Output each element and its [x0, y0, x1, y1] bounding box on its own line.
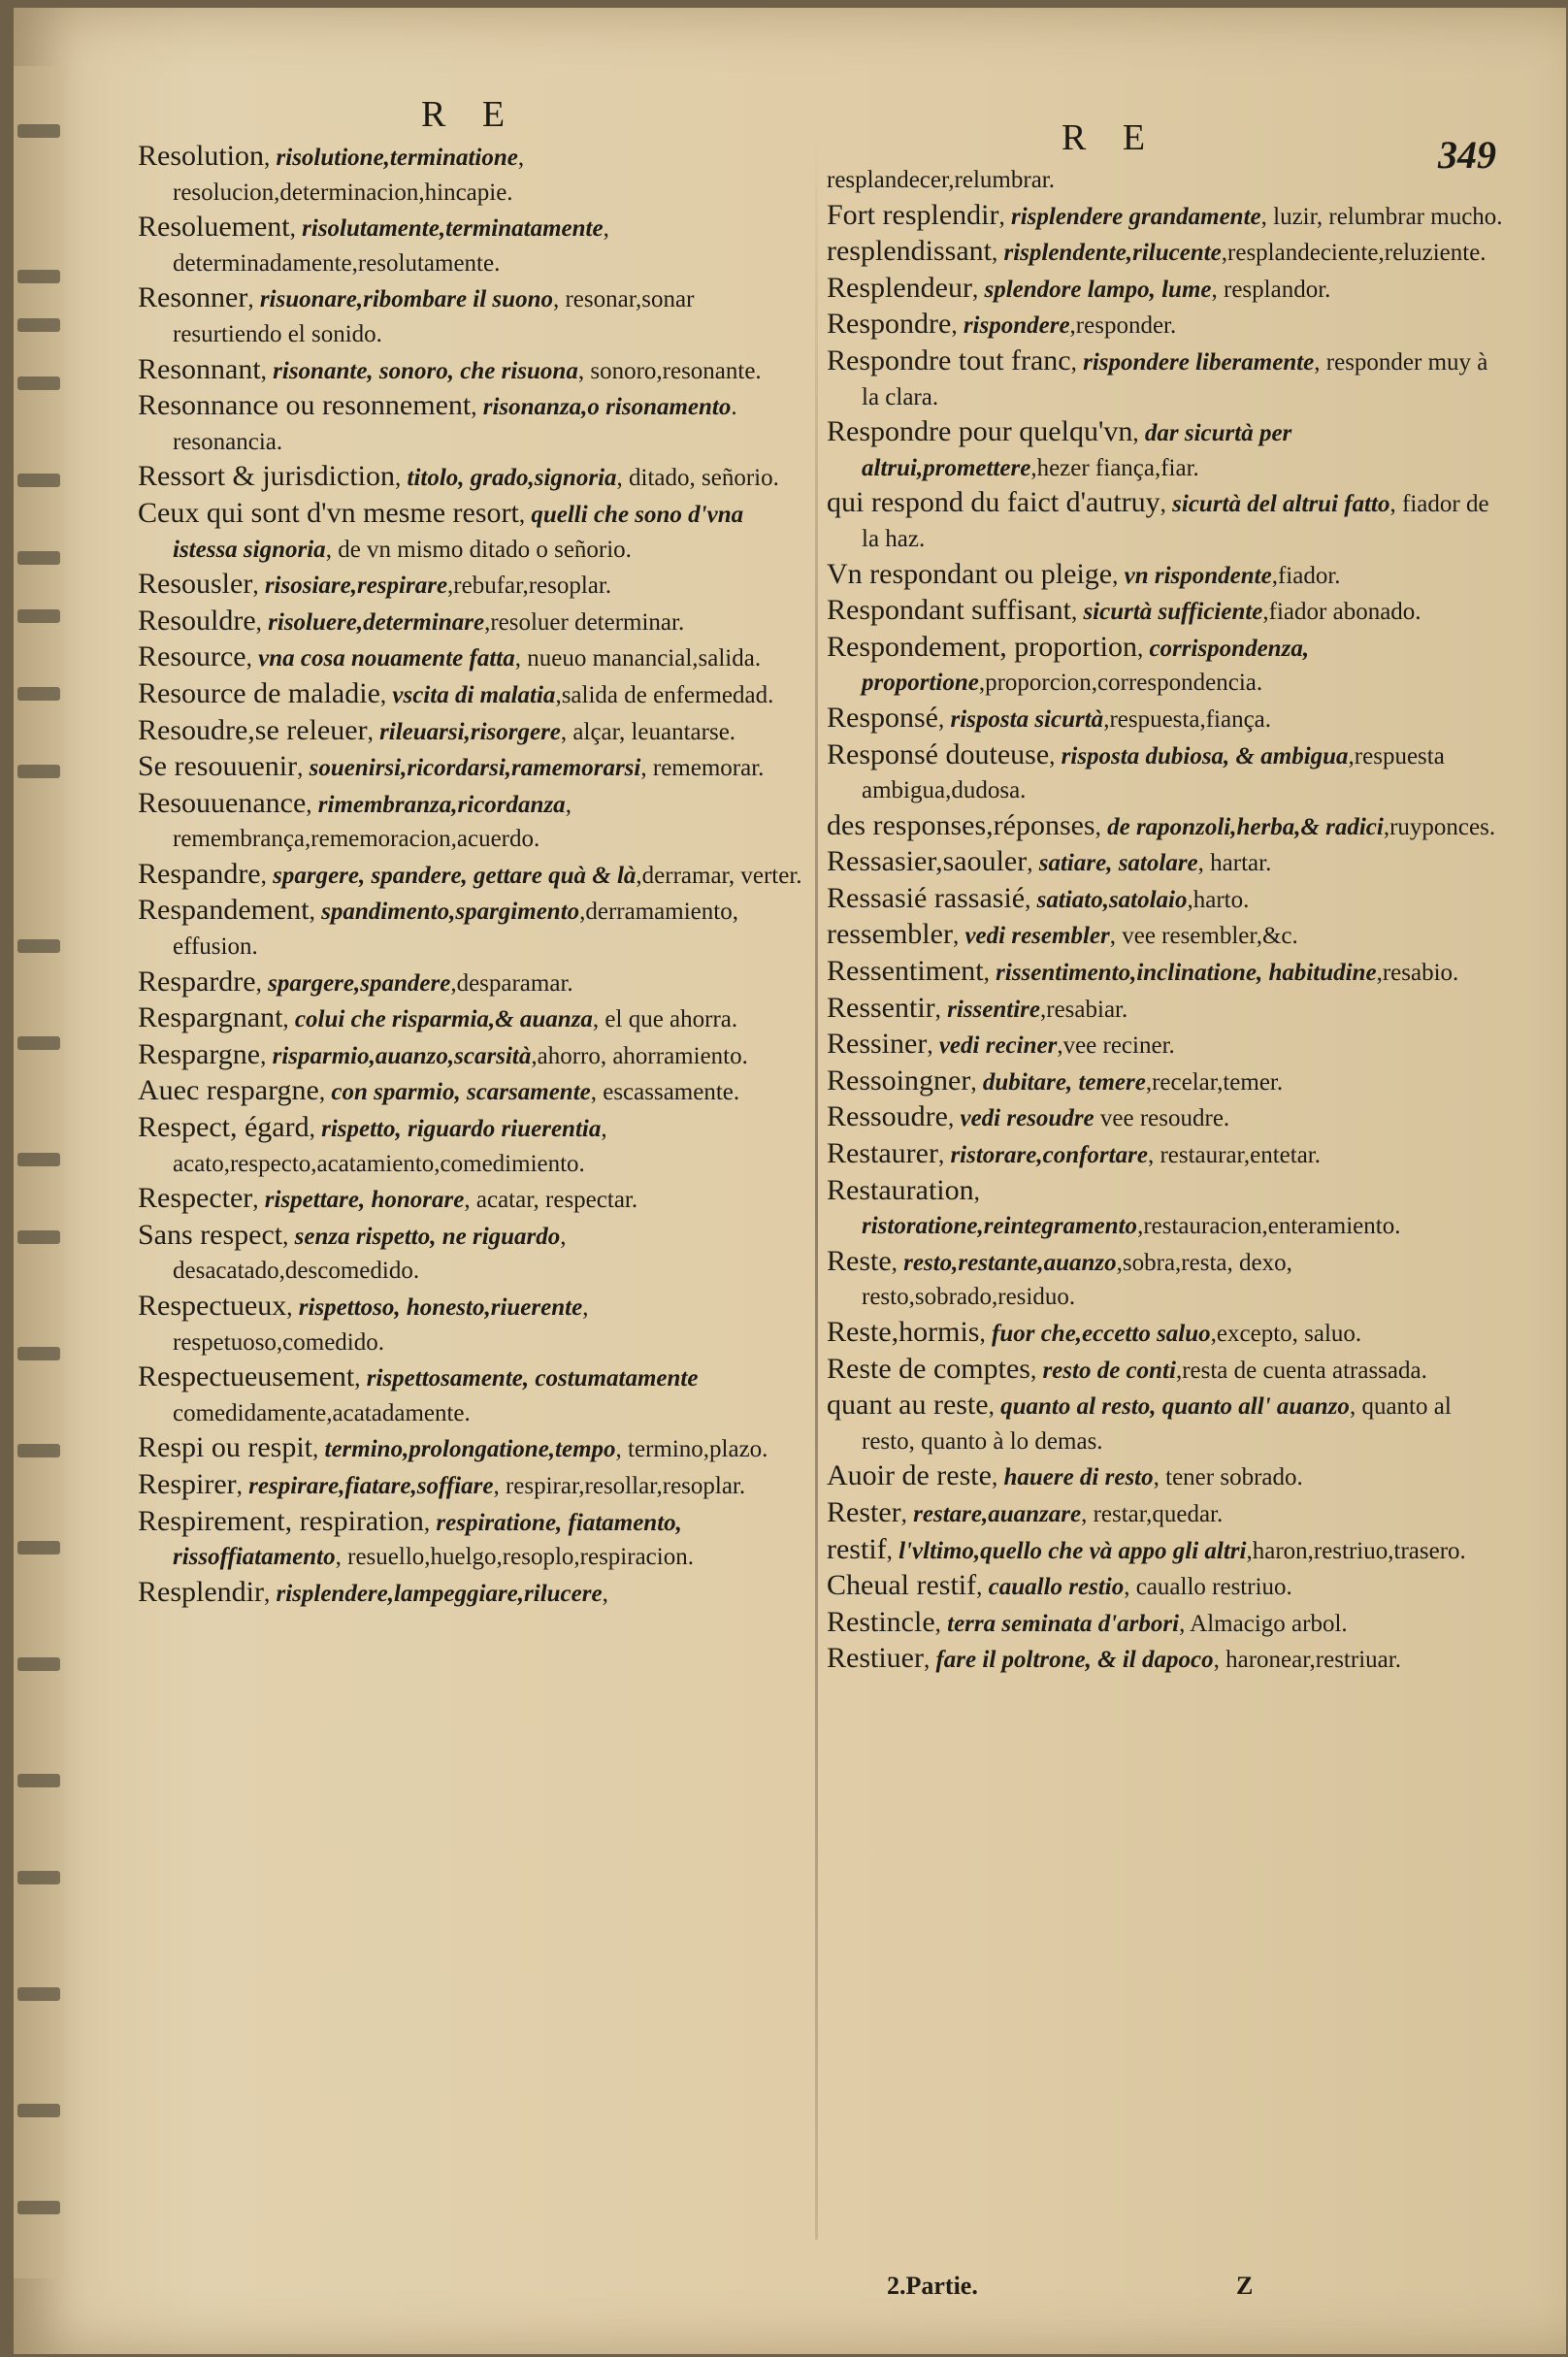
dictionary-entry: ressembler, vedi resembler, vee resembler,&c. — [827, 918, 1298, 951]
entry-headword: Respondement, proportion — [827, 630, 1137, 663]
entry-headword: Resouldre — [138, 604, 256, 637]
entry-headword: Respect, égard — [138, 1111, 310, 1144]
dictionary-entry: Restaurer, ristorare,confortare, restaurar,entetar. — [827, 1137, 1322, 1170]
entry-spanish: , restar,quedar. — [1081, 1500, 1224, 1527]
entry-spanish: ,respuesta ambigua,dudosa. — [862, 742, 1445, 804]
entry-italian: senza rispetto, ne riguardo — [294, 1223, 561, 1250]
dictionary-entry: Resoluement, risolutamente,terminatamente, determinadamente,resolutamente. — [138, 211, 609, 277]
entry-spanish: , hartar. — [1197, 850, 1272, 877]
dictionary-entry: Resouuenance, rimembranza,ricordanza, remembrança,rememoracion,acuerdo. — [138, 786, 572, 853]
dictionary-entry: Respondre tout franc, rispondere liberamente, responder muy à la clara. — [827, 344, 1488, 410]
entry-spanish: , resolucion,determinacion,hincapie. — [173, 145, 525, 206]
dictionary-entry: Respondement, proportion, corrispondenza, proportione,proporcion,correspondencia. — [827, 630, 1310, 697]
entry-spanish: resplandecer,relumbrar. — [827, 167, 1055, 193]
entry-italian: dar sicurtà per altrui,promettere — [862, 420, 1292, 481]
dictionary-entry: Responsé douteuse, risposta dubiosa, & ambigua,respuesta ambigua,dudosa. — [827, 737, 1445, 804]
entry-headword: Resonnance ou resonnement — [138, 389, 472, 422]
dictionary-entry: Resousler, risosiare,respirare,rebufar,resoplar. — [138, 568, 612, 601]
entry-headword: Respi ou respit — [138, 1431, 312, 1464]
entry-headword: Respondant suffisant — [827, 594, 1071, 627]
entry-headword: Restincle — [827, 1605, 935, 1638]
dictionary-entry: Respardre, spargere,spandere,desparamar. — [138, 965, 573, 998]
entry-headword: Ceux qui sont d'vn mesme resort — [138, 496, 519, 529]
entry-headword: restif — [827, 1532, 887, 1565]
entry-italian: risplendente,rilucente — [1003, 240, 1222, 267]
entry-italian: titolo, grado,signoria — [407, 465, 617, 492]
entry-headword: Ressentiment — [827, 955, 984, 988]
entry-italian: vna cosa nouamente fatta — [258, 645, 515, 672]
entry-italian: risonante, sonoro, che risuona — [273, 357, 578, 384]
dictionary-entry: Restiuer, fare il poltrone, & il dapoco, haronear,restriuar. — [827, 1642, 1401, 1675]
dictionary-entry: Resplendeur, splendore lampo, lume, resplandor. — [827, 271, 1331, 304]
entry-spanish: vee resoudre. — [1094, 1105, 1230, 1132]
entry-headword: Resplendeur — [827, 271, 972, 304]
entry-italian: rispettare, honorare — [264, 1187, 465, 1214]
dictionary-entry: Resource, vna cosa nouamente fatta, nueuo manancial,salida. — [138, 640, 762, 673]
entry-spanish: , luzir, relumbrar mucho. — [1260, 203, 1503, 230]
entry-headword: Resource — [138, 640, 246, 673]
dictionary-entry: Ressasier,saouler, satiare, satolare, hartar. — [827, 845, 1272, 878]
entry-italian: souenirsi,ricordarsi,ramemorarsi — [309, 755, 641, 782]
entry-italian: risparmio,auanzo,scarsità — [272, 1042, 532, 1069]
entry-spanish: , restaurar,entetar. — [1147, 1142, 1322, 1169]
entry-headword: Respectueusement — [138, 1360, 355, 1393]
entry-italian: risonanza,o risonamento — [482, 394, 732, 421]
dictionary-entry: Se resouuenir, souenirsi,ricordarsi,ramemorarsi, rememorar. — [138, 750, 765, 783]
dictionary-entry: Respectueux, rispettoso, honesto,riuerente, respetuoso,comedido. — [138, 1290, 589, 1356]
entry-spanish: , sonoro,resonante. — [577, 357, 762, 384]
dictionary-entry: Rester, restare,auanzare, restar,quedar. — [827, 1495, 1224, 1528]
entry-italian: rissentire — [947, 996, 1041, 1023]
left-running-head: R E — [421, 94, 519, 135]
entry-italian: dubitare, temere — [982, 1068, 1146, 1096]
entry-headword: Respectueux — [138, 1290, 287, 1322]
entry-italian: rispettosamente, costumatamente — [366, 1365, 699, 1392]
entry-spanish: ,rebufar,resoplar. — [447, 573, 612, 600]
entry-headword: Resonner — [138, 281, 248, 314]
dictionary-entry: Respargne, risparmio,auanzo,scarsità,ahorro, ahorramiento. — [138, 1037, 748, 1070]
entry-headword: Fort resplendir — [827, 198, 999, 231]
entry-headword: Resource de maladie — [138, 676, 380, 709]
dictionary-entry: des responses,réponses, de raponzoli,herba,& radici,ruyponces. — [827, 808, 1496, 841]
entry-headword: Respondre tout franc — [827, 344, 1071, 376]
right-running-head: R E — [1062, 117, 1160, 158]
dictionary-entry: Auoir de reste, hauere di resto, tener sobrado. — [827, 1459, 1303, 1492]
entry-italian: spandimento,spargimento — [321, 899, 580, 926]
entry-spanish: , alçar, leuantarse. — [560, 718, 736, 745]
dictionary-entry: Ressentiment, rissentimento,inclinatione, habitudine,resabio. — [827, 955, 1459, 988]
entry-headword: Auec respargne — [138, 1074, 319, 1107]
entry-italian: rispondere — [963, 312, 1070, 340]
entry-spanish: ,sobra,resta, dexo, resto,sobrado,residuo. — [862, 1249, 1292, 1311]
adjacent-page-edge — [14, 66, 64, 2278]
entry-spanish: , escassamente. — [590, 1079, 740, 1106]
dictionary-entry: Resonner, risuonare,ribombare il suono, resonar,sonar resurtiendo el sonido. — [138, 281, 695, 347]
dictionary-entry: Vn respondant ou pleige, vn rispondente,fiador. — [827, 557, 1341, 590]
entry-italian: con sparmio, scarsamente — [331, 1079, 591, 1106]
entry-headword: Reste de comptes — [827, 1352, 1030, 1385]
entry-spanish: ,vee reciner. — [1057, 1032, 1175, 1060]
entry-italian: splendore lampo, lume — [984, 276, 1212, 303]
entry-headword: qui respond du faict d'autruy — [827, 486, 1160, 519]
entry-spanish: , acato,respecto,acatamiento,comedimiento. — [173, 1116, 607, 1177]
dictionary-entry: Ressiner, vedi reciner,vee reciner. — [827, 1028, 1175, 1061]
entry-spanish: , responder muy à la clara. — [862, 348, 1488, 410]
dictionary-entry: Resplendir, risplendere,lampeggiare,rilucere, — [138, 1575, 608, 1608]
entry-headword: Resonnant — [138, 352, 261, 385]
entry-italian: rimembranza,ricordanza — [317, 791, 566, 818]
dictionary-entry: Respandement, spandimento,spargimento,derramamiento, effusion. — [138, 894, 738, 961]
dictionary-entry: Resolution, risolutione,terminatione, resolucion,determinacion,hincapie. — [138, 140, 525, 206]
dictionary-entry: Ressoingner, dubitare, temere,recelar,temer. — [827, 1064, 1284, 1097]
entry-italian: restare,auanzare — [913, 1500, 1082, 1527]
entry-spanish: , termino,plazo. — [615, 1436, 768, 1463]
entry-italian: risoluere,determinare — [268, 608, 485, 636]
entry-spanish: , fiador de la haz. — [862, 491, 1489, 552]
column-rule — [815, 134, 818, 2240]
dictionary-entry: Cheual restif, cauallo restio, cauallo restriuo. — [827, 1569, 1292, 1602]
entry-spanish: , rememorar. — [640, 755, 765, 782]
entry-spanish: , respetuoso,comedido. — [173, 1294, 589, 1356]
entry-italian: resto de conti — [1042, 1357, 1176, 1384]
entry-headword: Ressort & jurisdiction — [138, 460, 395, 493]
entry-italian: risolutione,terminatione — [276, 145, 518, 171]
entry-headword: Resouuenance — [138, 786, 307, 819]
entry-italian: risposta sicurtà — [950, 705, 1104, 733]
dictionary-entry: Resouldre, risoluere,determinare,resoluer determinar. — [138, 604, 685, 637]
entry-spanish: ,resabio. — [1376, 960, 1459, 987]
entry-italian: fare il poltrone, & il dapoco — [935, 1647, 1214, 1674]
dictionary-entry: Respondre, rispondere,responder. — [827, 308, 1177, 341]
entry-spanish: ,resplandeciente,reluziente. — [1221, 240, 1486, 267]
dictionary-entry: Restauration, ristoratione,reintegramento,restauracion,enteramiento. — [827, 1173, 1401, 1240]
entry-italian: rispettoso, honesto,riuerente — [298, 1294, 583, 1321]
right-column — [827, 163, 1506, 1678]
entry-spanish: , nueuo manancial,salida. — [514, 645, 762, 672]
entry-headword: Reste — [827, 1244, 892, 1277]
entry-spanish: , cauallo restriuo. — [1124, 1574, 1292, 1601]
entry-italian: corrispondenza, proportione — [862, 635, 1310, 697]
entry-spanish: ,responder. — [1069, 312, 1177, 340]
entry-headword: Respargnant — [138, 1001, 283, 1034]
entry-headword: Cheual restif — [827, 1569, 977, 1602]
dictionary-entry: Sans respect, senza rispetto, ne riguardo, desacatado,descomedido. — [138, 1218, 567, 1285]
entry-italian: vedi reciner — [938, 1032, 1058, 1060]
dictionary-entry: Ressoudre, vedi resoudre vee resoudre. — [827, 1100, 1230, 1133]
dictionary-entry — [827, 163, 1506, 198]
entry-headword: Respargne — [138, 1037, 261, 1070]
entry-spanish: ,resabiar. — [1040, 996, 1128, 1023]
entry-spanish: , — [602, 1580, 608, 1607]
entry-spanish: , resonar,sonar resurtiendo el sonido. — [173, 286, 695, 347]
entry-headword: Ressiner — [827, 1028, 928, 1061]
entry-headword: Auoir de reste — [827, 1459, 992, 1492]
entry-italian: respirare,fiatare,soffiare — [248, 1472, 494, 1499]
entry-spanish: , el que ahorra. — [592, 1006, 738, 1033]
entry-headword: Ressentir — [827, 991, 935, 1024]
entry-spanish: ,recelar,temer. — [1145, 1068, 1284, 1096]
entry-headword: Ressasier,saouler — [827, 845, 1028, 878]
entry-headword: Resplendir — [138, 1575, 264, 1608]
entry-spanish: , resuello,huelgo,resoplo,respiracion. — [335, 1544, 694, 1571]
entry-spanish: ,salida de enfermedad. — [555, 681, 774, 708]
entry-headword: Resousler — [138, 568, 253, 601]
entry-headword: des responses,réponses — [827, 808, 1095, 841]
entry-italian: colui che risparmia,& auanza — [294, 1006, 593, 1033]
entry-headword: Respondre pour quelqu'vn — [827, 415, 1133, 448]
entry-headword: Respandement — [138, 894, 310, 927]
dictionary-entry: Respi ou respit, termino,prolongatione,tempo, termino,plazo. — [138, 1431, 768, 1464]
entry-spanish: ,haron,restriuo,trasero. — [1246, 1537, 1466, 1564]
entry-italian: rileuarsi,risorgere — [379, 718, 561, 745]
dictionary-entry: Ceux qui sont d'vn mesme resort, quelli che sono d'vna istessa signoria, de vn mismo ditado o señorio. — [138, 496, 744, 563]
entry-italian: risplendere,lampeggiare,rilucere — [276, 1580, 603, 1607]
entry-spanish: , vee resembler,&c. — [1109, 923, 1298, 950]
dictionary-entry: Respecter, rispettare, honorare, acatar, respectar. — [138, 1182, 638, 1215]
entry-spanish: ,derramamiento, effusion. — [173, 899, 738, 961]
entry-italian: risposta dubiosa, & ambigua — [1061, 742, 1349, 769]
entry-italian: risplendere grandamente — [1010, 203, 1261, 230]
dictionary-entry: Resonnance ou resonnement, risonanza,o risonamento. resonancia. — [138, 389, 737, 455]
entry-spanish: ,restauracion,enteramiento. — [1137, 1213, 1401, 1240]
entry-headword: Se resouuenir — [138, 750, 298, 783]
entry-headword: Ressoudre — [827, 1100, 948, 1133]
entry-headword: Resoudre,se releuer — [138, 713, 368, 746]
entry-italian: termino,prolongatione,tempo — [324, 1436, 616, 1463]
entry-italian: ristoratione,reintegramento — [862, 1213, 1138, 1240]
entry-headword: Responsé douteuse — [827, 737, 1050, 770]
entry-spanish: ,proporcion,correspondencia. — [978, 670, 1263, 697]
dictionary-entry: Reste,hormis, fuor che,eccetto saluo,excepto, saluo. — [827, 1316, 1362, 1348]
entry-headword: Vn respondant ou pleige — [827, 557, 1113, 590]
signature-mark: 2.Partie. — [887, 2272, 978, 2300]
entry-spanish: ,respuesta,fiança. — [1103, 705, 1272, 733]
entry-spanish: , quanto al resto, quanto à lo demas. — [862, 1393, 1452, 1455]
entry-headword: Sans respect — [138, 1218, 283, 1251]
entry-italian: resto,restante,auanzo — [903, 1249, 1117, 1276]
dictionary-entry: qui respond du faict d'autruy, sicurtà del altrui fatto, fiador de la haz. — [827, 486, 1489, 552]
entry-italian: quelli che sono d'vna istessa signoria — [173, 501, 744, 563]
entry-headword: Resolution — [138, 140, 265, 172]
entry-italian: ristorare,confortare — [950, 1142, 1148, 1169]
catchword: Z — [1236, 2272, 1254, 2300]
entry-spanish: , haronear,restriuar. — [1213, 1647, 1401, 1674]
entry-headword: Restaurer — [827, 1137, 938, 1170]
entry-italian: respiratione, fiatamento, rissoffiatamento — [173, 1509, 682, 1571]
entry-italian: vedi resoudre — [960, 1105, 1094, 1132]
entry-italian: vscita di malatia — [392, 681, 556, 708]
entry-headword: Restiuer — [827, 1642, 924, 1675]
entry-spanish: ,desparamar. — [450, 969, 573, 997]
dictionary-entry: Reste, resto,restante,auanzo,sobra,resta, dexo, resto,sobrado,residuo. — [827, 1244, 1292, 1311]
entry-headword: Respirement, respiration — [138, 1504, 424, 1537]
entry-italian: sicurtà sufficiente — [1083, 599, 1263, 626]
entry-spanish: ,ruyponces. — [1383, 813, 1496, 840]
entry-italian: spargere,spandere — [268, 969, 451, 997]
entry-italian: spargere, spandere, gettare quà & là — [273, 862, 637, 889]
dictionary-entry: Resoudre,se releuer, rileuarsi,risorgere, alçar, leuantarse. — [138, 713, 736, 746]
entry-headword: Rester — [827, 1495, 901, 1528]
entry-headword: Respardre — [138, 965, 256, 998]
dictionary-entry: Reste de comptes, resto de conti,resta de cuenta atrassada. — [827, 1352, 1427, 1385]
entry-italian: risuonare,ribombare il suono — [259, 286, 553, 313]
entry-spanish: , resplandor. — [1211, 276, 1331, 303]
entry-spanish: ,harto. — [1187, 886, 1250, 913]
dictionary-entry: Ressort & jurisdiction, titolo, grado,signoria, ditado, señorio. — [138, 460, 779, 493]
entry-headword: quant au reste — [827, 1389, 989, 1422]
entry-spanish: ,excepto, saluo. — [1210, 1321, 1362, 1347]
entry-italian: rispetto, riguardo riuerentia — [321, 1116, 602, 1143]
entry-italian: de raponzoli,herba,& radici — [1107, 813, 1384, 840]
dictionary-entry: Respectueusement, rispettosamente, costumatamente comedidamente,acatadamente. — [138, 1360, 699, 1426]
entry-headword: Reste,hormis — [827, 1316, 980, 1348]
entry-italian: quanto al resto, quanto all' auanzo — [1000, 1393, 1350, 1421]
entry-headword: Resoluement — [138, 211, 290, 244]
dictionary-entry: Respirement, respiration, respiratione, fiatamento, rissoffiatamento, resuello,huelgo,resoplo,respiracion. — [138, 1504, 694, 1571]
dictionary-entry: Responsé, risposta sicurtà,respuesta,fiança. — [827, 701, 1272, 734]
dictionary-entry: Fort resplendir, risplendere grandamente, luzir, relumbrar mucho. — [827, 198, 1503, 231]
dictionary-entry: Auec respargne, con sparmio, scarsamente, escassamente. — [138, 1074, 740, 1107]
entry-headword: resplendissant — [827, 235, 992, 268]
entry-italian: hauere di resto — [1003, 1464, 1154, 1491]
entry-italian: cauallo restio — [988, 1574, 1125, 1601]
dictionary-entry: Respect, égard, rispetto, riguardo riuerentia, acato,respecto,acatamiento,comedimiento. — [138, 1111, 607, 1177]
entry-headword: Responsé — [827, 701, 938, 734]
dictionary-entry: Resonnant, risonante, sonoro, che risuona, sonoro,resonante. — [138, 352, 762, 385]
entry-spanish: , respirar,resollar,resoplar. — [493, 1472, 746, 1499]
dictionary-entry: Respandre, spargere, spandere, gettare quà & là,derramar, verter. — [138, 857, 802, 890]
dictionary-entry: Resource de maladie, vscita di malatia,salida de enfermedad. — [138, 676, 774, 709]
entry-spanish: ,ahorro, ahorramiento. — [531, 1042, 748, 1069]
entry-spanish: , Almacigo arbol. — [1179, 1610, 1348, 1637]
book-page — [14, 8, 1566, 2354]
entry-italian: satiato,satolaio — [1036, 886, 1188, 913]
entry-headword: Respandre — [138, 857, 261, 890]
dictionary-entry: Respondant suffisant, sicurtà sufficiente,fiador abonado. — [827, 594, 1421, 627]
entry-italian: risosiare,respirare — [264, 573, 448, 600]
page-number: 349 — [1438, 133, 1496, 177]
entry-italian: vn rispondente — [1124, 562, 1272, 589]
dictionary-entry: Respondre pour quelqu'vn, dar sicurtà per altrui,promettere,hezer fiança,fiar. — [827, 415, 1292, 481]
left-column — [138, 139, 803, 1611]
dictionary-entry: Restincle, terra seminata d'arbori, Almacigo arbol. — [827, 1605, 1348, 1638]
entry-spanish: ,derramar, verter. — [636, 862, 802, 889]
dictionary-entry: restif, l'vltimo,quello che và appo gli altri,haron,restriuo,trasero. — [827, 1532, 1466, 1565]
entry-italian: rissentimento,inclinatione, habitudine — [996, 960, 1377, 987]
entry-spanish: ,resta de cuenta atrassada. — [1175, 1357, 1427, 1384]
entry-spanish: ,hezer fiança,fiar. — [1030, 454, 1199, 481]
entry-headword: Ressoingner — [827, 1064, 971, 1097]
entry-spanish: ,resoluer determinar. — [484, 608, 685, 636]
entry-spanish: ,fiador. — [1271, 562, 1341, 589]
entry-spanish: , remembrança,rememoracion,acuerdo. — [173, 791, 572, 853]
dictionary-entry: Ressentir, rissentire,resabiar. — [827, 991, 1128, 1024]
entry-spanish: comedidamente,acatadamente. — [173, 1399, 471, 1426]
entry-italian: satiare, satolare — [1038, 850, 1198, 877]
entry-spanish: ,fiador abonado. — [1262, 599, 1421, 626]
entry-italian: fuor che,eccetto saluo — [992, 1321, 1211, 1347]
dictionary-entry: resplendissant, risplendente,rilucente,resplandeciente,reluziente. — [827, 235, 1486, 268]
entry-headword: Respecter — [138, 1182, 253, 1215]
dictionary-entry: Respirer, respirare,fiatare,soffiare, respirar,resollar,resoplar. — [138, 1467, 746, 1500]
dictionary-entry: quant au reste, quanto al resto, quanto all' auanzo, quanto al resto, quanto à lo demas. — [827, 1389, 1452, 1455]
entry-headword: ressembler — [827, 918, 953, 951]
entry-headword: Restauration — [827, 1173, 974, 1206]
entry-spanish: , tener sobrado. — [1153, 1464, 1303, 1491]
entry-italian: vedi resembler — [964, 923, 1110, 950]
dictionary-entry: Ressasié rassasié, satiato,satolaio,harto. — [827, 881, 1250, 914]
entry-italian: rispondere liberamente — [1083, 348, 1315, 376]
entry-headword: Ressasié rassasié — [827, 881, 1026, 914]
entry-spanish: , desacatado,descomedido. — [173, 1223, 567, 1285]
entry-italian: risolutamente,terminatamente — [302, 215, 604, 243]
entry-headword: Respirer — [138, 1467, 237, 1500]
dictionary-entry: Respargnant, colui che risparmia,& auanza, el que ahorra. — [138, 1001, 738, 1034]
entry-spanish: , acatar, respectar. — [464, 1187, 638, 1214]
entry-italian: l'vltimo,quello che và appo gli altri — [898, 1537, 1247, 1564]
entry-spanish: , determinadamente,resolutamente. — [173, 215, 609, 277]
entry-spanish: , de vn mismo ditado o señorio. — [325, 536, 632, 563]
entry-spanish: . resonancia. — [173, 394, 737, 455]
entry-headword: Respondre — [827, 308, 952, 341]
entry-spanish: , ditado, señorio. — [616, 465, 779, 492]
entry-italian: sicurtà del altrui fatto — [1172, 491, 1390, 518]
entry-italian: terra seminata d'arbori — [947, 1610, 1180, 1637]
